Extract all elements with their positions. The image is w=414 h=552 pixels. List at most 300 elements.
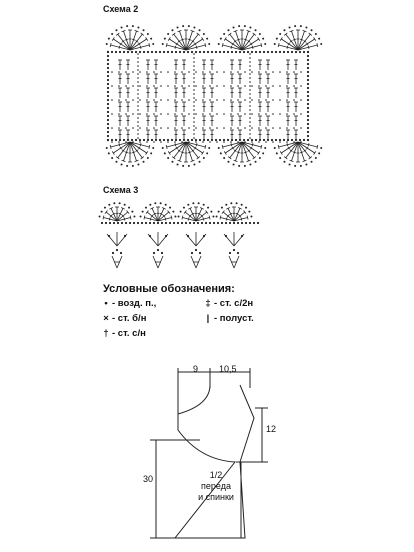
chain-dot [147, 51, 149, 53]
chain-dot [249, 163, 251, 165]
chain-dot [249, 65, 251, 67]
stitch-tick [203, 218, 204, 221]
chain-dot [107, 99, 109, 101]
stitch-tick [119, 46, 120, 49]
chain-dot [233, 27, 235, 29]
chain-dot [287, 51, 289, 53]
double-crochet-stitch [113, 142, 130, 153]
chain-dot [159, 139, 161, 141]
chain-dot [193, 133, 195, 135]
chain-dot [162, 147, 164, 149]
chain-dot [209, 222, 211, 224]
chain-dot [223, 139, 225, 141]
chain-dot [265, 71, 267, 73]
chain-dot [132, 25, 134, 27]
chain-dot [217, 222, 219, 224]
chain-dot [233, 249, 235, 251]
chain-dot [265, 85, 267, 87]
chain-dot [195, 127, 197, 129]
chain-dot [237, 99, 239, 101]
stitch-tick [125, 39, 128, 40]
chain-dot [185, 222, 187, 224]
chain-dot [125, 71, 127, 73]
chain-dot [145, 207, 147, 209]
chain-dot [293, 113, 295, 115]
chain-dot [193, 69, 195, 71]
chain-dot [107, 127, 109, 129]
chain-dot [193, 93, 195, 95]
chain-dot [294, 25, 296, 27]
chain-dot [300, 113, 302, 115]
stitch-tick [252, 143, 253, 146]
stitch-tick [237, 39, 240, 40]
chain-dot [272, 113, 274, 115]
chain-dot [143, 29, 145, 31]
chain-dot [251, 127, 253, 129]
chain-dot [307, 131, 309, 133]
slip-stitch-symbol-icon: | [206, 313, 210, 324]
chain-dot [243, 51, 245, 53]
chain-dot [137, 85, 139, 87]
chain-dot [199, 51, 201, 53]
chain-dot [109, 222, 111, 224]
chain-dot [191, 51, 193, 53]
chain-dot [152, 147, 154, 149]
chain-dot [307, 87, 309, 89]
chain-dot [187, 51, 189, 53]
stitch-bar [261, 145, 262, 149]
chain-dot [132, 71, 134, 73]
chain-dot [160, 141, 162, 143]
chain-dot [267, 51, 269, 53]
legend-item-treble-crochet: ‡ - ст. с/2н [203, 298, 253, 309]
chain-dot [221, 207, 223, 209]
chain-dot [174, 99, 176, 101]
dim-top-right: 10,5 [219, 364, 237, 374]
chain-dot [177, 163, 179, 165]
chain-dot [181, 113, 183, 115]
chain-dot [258, 85, 260, 87]
stitch-tick [287, 46, 288, 49]
chain-dot [218, 147, 220, 149]
chain-dot [238, 165, 240, 167]
chain-dot [153, 71, 155, 73]
chain-dot [108, 204, 110, 206]
chain-dot [293, 99, 295, 101]
stitch-tick [165, 218, 166, 221]
chain-dot [189, 222, 191, 224]
chain-dot [182, 25, 184, 27]
chain-dot [161, 222, 163, 224]
chain-dot [107, 71, 109, 73]
chain-dot [111, 127, 113, 129]
chain-dot [209, 99, 211, 101]
double-crochet-stitch [186, 39, 203, 50]
stitch-tick [132, 39, 135, 40]
chain-dot [276, 38, 278, 40]
chain-dot [250, 216, 252, 218]
chain-dot [182, 165, 184, 167]
stitch-bar [280, 151, 282, 154]
double-crochet-stitch [196, 208, 202, 221]
chain-dot [123, 51, 125, 53]
chain-dot [307, 79, 309, 81]
chain-dot [133, 222, 135, 224]
stitch-bar [314, 37, 316, 40]
chain-dot [125, 85, 127, 87]
chain-dot [279, 139, 281, 141]
chain-dot [263, 51, 265, 53]
stitch-tick [237, 152, 240, 153]
chain-dot [275, 51, 277, 53]
stitch-tick [140, 46, 141, 49]
chain-dot [272, 71, 274, 73]
chain-dot [145, 222, 147, 224]
chain-dot [271, 139, 273, 141]
chain-dot [193, 61, 195, 63]
chain-dot [188, 25, 190, 27]
chain-dot [137, 61, 139, 63]
chain-dot [111, 157, 113, 159]
chain-dot [241, 222, 243, 224]
chain-dot [251, 51, 253, 53]
chain-dot [230, 202, 232, 204]
chain-dot [107, 67, 109, 69]
stitch-bar [261, 43, 262, 47]
chain-dot [283, 51, 285, 53]
chain-dot [311, 29, 313, 31]
chain-dot [255, 51, 257, 53]
stitch-tick [181, 152, 184, 153]
stitch-tick [300, 39, 303, 40]
stitch-tick [125, 152, 128, 153]
chain-dot [201, 222, 203, 224]
chain-dot [237, 71, 239, 73]
chain-dot [286, 85, 288, 87]
stitch-bar [278, 43, 279, 47]
chain-dot [249, 222, 251, 224]
chain-dot [259, 157, 261, 159]
chain-dot [193, 89, 195, 91]
chain-dot [227, 51, 229, 53]
chain-dot [193, 97, 195, 99]
stitch-tick [287, 143, 288, 146]
stitch-bar [130, 216, 131, 220]
chain-dot [237, 252, 239, 254]
chain-dot [286, 71, 288, 73]
chain-dot [146, 99, 148, 101]
stitch-bar [258, 151, 260, 154]
chain-dot [150, 38, 152, 40]
chain-dot [300, 25, 302, 27]
chain-dot [137, 137, 139, 139]
chain-dot [115, 139, 117, 141]
chain-dot [265, 127, 267, 129]
chain-dot [237, 222, 239, 224]
chain-dot [195, 51, 197, 53]
chain-dot [120, 252, 122, 254]
chain-dot [101, 222, 103, 224]
chain-dot [123, 139, 125, 141]
chain-dot [206, 152, 208, 154]
chain-dot [300, 127, 302, 129]
chain-dot [219, 139, 221, 141]
chain-dot [258, 99, 260, 101]
chain-dot [179, 139, 181, 141]
chain-dot [107, 91, 109, 93]
chain-dot [195, 249, 197, 251]
chain-dot [244, 25, 246, 27]
double-crochet-stitch [113, 39, 130, 50]
stitch-bar [168, 37, 170, 40]
chain-dot [167, 33, 169, 35]
chain-dot [244, 127, 246, 129]
chain-dot [174, 216, 176, 218]
chain-dot [193, 129, 195, 131]
chain-dot [203, 235, 205, 237]
chain-dot [118, 99, 120, 101]
chain-dot [127, 51, 129, 53]
chain-dot [169, 222, 171, 224]
chain-dot [293, 127, 295, 129]
chain-dot [137, 133, 139, 135]
double-crochet-stitch [117, 208, 123, 221]
chain-dot [249, 129, 251, 131]
legend-title: Условные обозначения: [103, 283, 235, 295]
chain-dot [146, 71, 148, 73]
chain-dot [216, 85, 218, 87]
chain-dot [140, 216, 142, 218]
chain-dot [132, 113, 134, 115]
chain-dot [118, 127, 120, 129]
stitch-bar [144, 216, 145, 220]
stitch-bar [110, 145, 111, 149]
chain-dot [135, 139, 137, 141]
stitch-bar [317, 43, 318, 47]
chain-dot [193, 117, 195, 119]
chain-dot [251, 71, 253, 73]
chain-dot [289, 163, 291, 165]
chain-dot [174, 85, 176, 87]
chain-dot [230, 71, 232, 73]
chain-dot [230, 99, 232, 101]
pattern-left-outline [175, 385, 235, 538]
chain-dot [177, 27, 179, 29]
legend-item-chain: • - возд. п., [101, 298, 156, 309]
chain-dot [193, 137, 195, 139]
chain-dot [307, 55, 309, 57]
chain-dot [253, 222, 255, 224]
chain-dot [315, 33, 317, 35]
chain-dot [199, 161, 201, 163]
chain-dot [272, 99, 274, 101]
chain-dot [230, 141, 232, 143]
chain-dot [160, 202, 162, 204]
stitch-tick [188, 218, 189, 221]
chain-dot [181, 85, 183, 87]
chain-dot [229, 222, 231, 224]
chain-dot [149, 204, 151, 206]
chain-dot [207, 139, 209, 141]
chain-dot [188, 99, 190, 101]
chain-dot [307, 67, 309, 69]
chain-dot [193, 85, 195, 87]
chain-dot [137, 163, 139, 165]
chain-dot [111, 71, 113, 73]
chain-dot [128, 207, 130, 209]
chain-dot [203, 204, 205, 206]
stitch-tick [308, 46, 309, 49]
chain-dot [153, 252, 155, 254]
chain-dot [149, 235, 151, 237]
chain-dot [216, 141, 218, 143]
chain-dot [265, 113, 267, 115]
stitch-tick [231, 143, 232, 146]
chain-dot [291, 139, 293, 141]
chain-dot [188, 85, 190, 87]
chain-dot [188, 165, 190, 167]
chain-dot [107, 111, 109, 113]
chain-dot [139, 51, 141, 53]
chain-dot [137, 117, 139, 119]
chain-dot [193, 27, 195, 29]
chain-dot [251, 85, 253, 87]
chain-dot [203, 33, 205, 35]
chain-dot [274, 43, 276, 45]
chain-dot [193, 65, 195, 67]
chain-dot [108, 152, 110, 154]
legend-item-single-crochet: × - ст. б/н [101, 313, 146, 324]
chain-dot [121, 27, 123, 29]
chain-dot [249, 89, 251, 91]
chain-dot [209, 113, 211, 115]
chain-dot [147, 33, 149, 35]
chain-dot [303, 51, 305, 53]
chain-dot [244, 71, 246, 73]
chain-dot [137, 97, 139, 99]
chain-dot [300, 165, 302, 167]
chain-dot [174, 71, 176, 73]
stitch-bar [224, 37, 226, 40]
chain-dot [193, 222, 195, 224]
chain-dot [173, 222, 175, 224]
chain-dot [171, 29, 173, 31]
chain-dot [244, 165, 246, 167]
chain-dot [263, 139, 265, 141]
chain-dot [107, 75, 109, 77]
chain-dot [318, 152, 320, 154]
chain-dot [249, 109, 251, 111]
chain-dot [249, 101, 251, 103]
chain-dot [181, 71, 183, 73]
stitch-tick [109, 218, 110, 221]
scheme3-diagram [99, 202, 260, 268]
chain-dot [251, 141, 253, 143]
chain-dot [187, 139, 189, 141]
chain-dot [193, 121, 195, 123]
chain-dot [307, 51, 309, 53]
chain-dot [209, 85, 211, 87]
chain-dot [307, 75, 309, 77]
stitch-bar [247, 216, 248, 220]
chain-dot [300, 99, 302, 101]
stitch-bar [149, 43, 150, 47]
chain-dot [239, 51, 241, 53]
double-crochet-stitch [281, 39, 298, 50]
chain-dot [107, 95, 109, 97]
chain-dot [300, 71, 302, 73]
chain-dot [223, 85, 225, 87]
chain-dot [106, 147, 108, 149]
double-crochet-stitch [186, 142, 203, 153]
chain-dot [225, 235, 227, 237]
chain-dot [202, 127, 204, 129]
chain-dot [249, 133, 251, 135]
chain-dot [153, 85, 155, 87]
stitch-bar [224, 151, 226, 154]
chain-dot [177, 222, 179, 224]
chain-dot [223, 157, 225, 159]
chain-dot [133, 216, 135, 218]
chain-dot [241, 235, 243, 237]
chain-dot [125, 99, 127, 101]
chain-dot [137, 53, 139, 55]
chain-dot [237, 113, 239, 115]
stitch-bar [103, 216, 104, 220]
chain-dot [249, 85, 251, 87]
chain-dot [233, 222, 235, 224]
chain-dot [320, 43, 322, 45]
chain-dot [241, 204, 243, 206]
stitch-bar [146, 37, 148, 40]
chain-dot [299, 139, 301, 141]
chain-dot [249, 69, 251, 71]
chain-dot [223, 141, 225, 143]
stitch-tick [175, 46, 176, 49]
chain-dot [157, 249, 159, 251]
chain-dot [139, 139, 141, 141]
chain-dot [160, 85, 162, 87]
chain-dot [320, 147, 322, 149]
chain-dot [293, 85, 295, 87]
chain-dot [183, 207, 185, 209]
chain-dot [243, 139, 245, 141]
chain-dot [183, 51, 185, 53]
stitch-tick [181, 39, 184, 40]
chain-dot [167, 71, 169, 73]
chain-dot [279, 127, 281, 129]
chain-dot [167, 51, 169, 53]
single-crochet-symbol-icon: × [103, 313, 109, 324]
chain-dot [195, 139, 197, 141]
chain-dot [209, 127, 211, 129]
chain-dot [165, 222, 167, 224]
chain-dot [119, 202, 121, 204]
chain-dot [199, 252, 201, 254]
double-crochet-stitch [130, 39, 147, 50]
chain-dot [249, 105, 251, 107]
stitch-tick [188, 152, 191, 153]
chain-dot [164, 38, 166, 40]
chain-dot [146, 85, 148, 87]
stitch-tick [244, 152, 247, 153]
chain-dot [193, 109, 195, 111]
chain-dot [223, 127, 225, 129]
chain-dot [248, 211, 250, 213]
stitch-bar [222, 43, 223, 47]
chain-dot [235, 139, 237, 141]
chain-dot [171, 161, 173, 163]
